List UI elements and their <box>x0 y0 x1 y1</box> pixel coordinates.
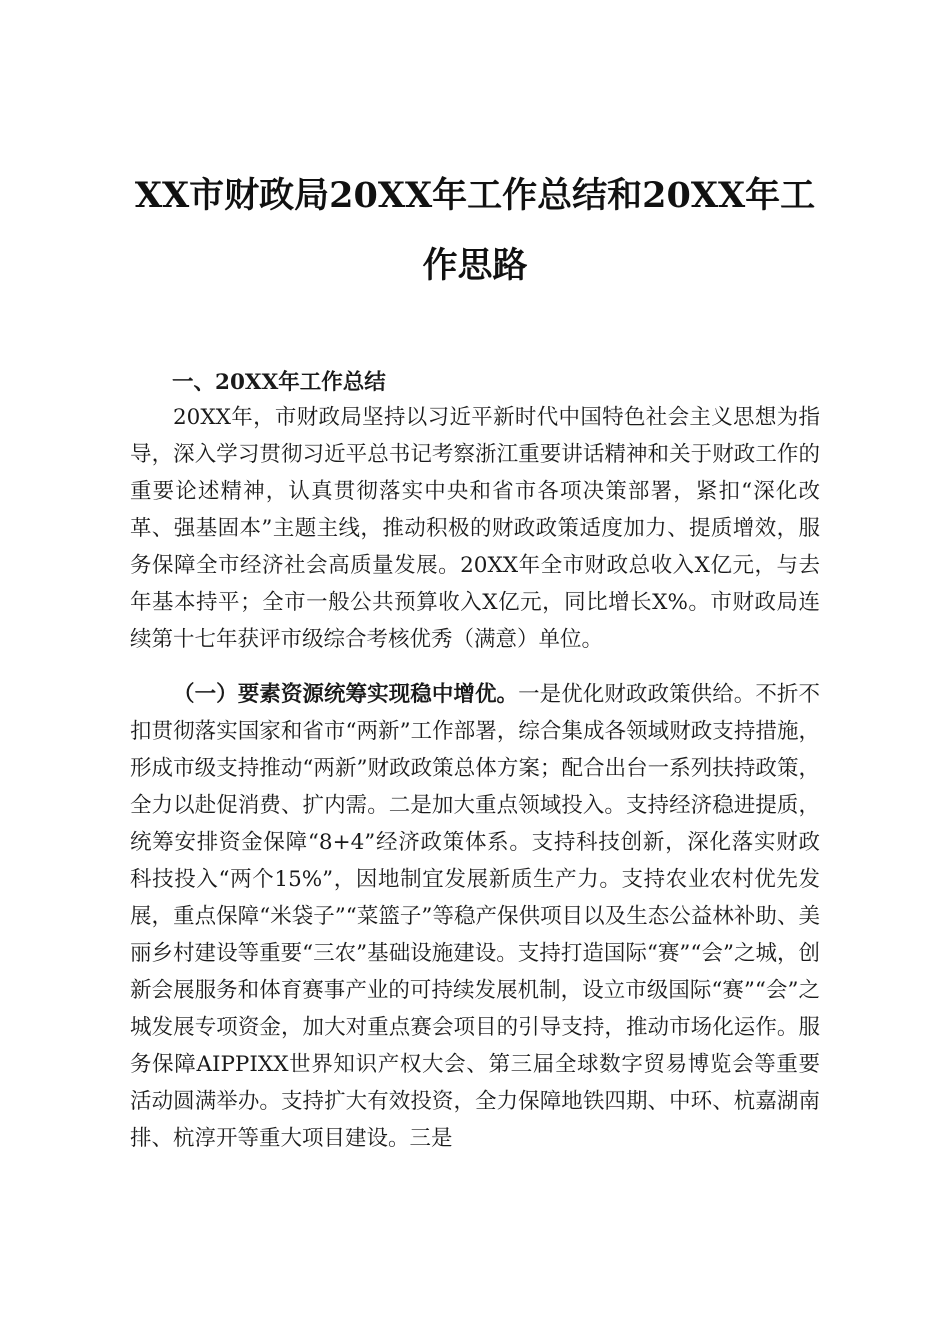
section-heading: 一、20XX年工作总结 <box>172 370 386 395</box>
paragraph-resource-allocation <box>130 676 820 1157</box>
document-title-line-2: 作思路 <box>422 245 528 286</box>
paragraph-summary: 20XX年，市财政局坚持以习近平新时代中国特色社会主义思想为指导，深入学习贯彻习近平总书记考察浙江重要讲话精神和关于财政工作的重要论述精神，认真贯彻落实中央和省市各项决策部署，紧扣“深化改革、强基固本”主题主线，推动积极的财政政策适度加力、提质增效，服务保障全市经济社会高质量发展。20XX年全市财政总收入X亿元，与去年基本持平；全市一般公共预算收入X亿元，同比增长X%。市财政局连续第十七年获评市级综合考核优秀（满意）单位。 <box>130 405 820 652</box>
paragraph-lead: （一）要素资源统筹实现稳中增优。 <box>173 682 519 707</box>
document-title-line-1: XX市财政局20XX年工作总结和20XX年工 <box>134 175 816 216</box>
paragraph-body: 一是优化财政政策供给。不折不扣贯彻落实国家和省市“两新”工作部署，综合集成各领域财政支持措施，形成市级支持推动“两新”财政政策总体方案；配合出台一系列扶持政策，全力以赴促消费、扩内需。二是加大重点领域投入。支持经济稳进提质，统筹安排资金保障“8+4”经济政策体系。支持科技创新，深化落实财政科技投入“两个15%”，因地制宜发展新质生产力。支持农业农村优先发展，重点保障“米袋子”“菜篮子”等稳产保供项目以及生态公益林补助、美丽乡村建设等重要“三农”基础设施建设。支持打造国际“赛”“会”之城，创新会展服务和体育赛事产业的可持续发展机制，设立市级国际“赛”“会”之城发展专项资金，加大对重点赛会项目的引导支持，推动市场化运作。服务保障AIPPIXX世界知识产权大会、第三届全球数字贸易博览会等重要活动圆满举办。支持扩大有效投资，全力保障地铁四期、中环、杭嘉湖南排、杭淳开等重大项目建设。三是 <box>130 682 820 1151</box>
